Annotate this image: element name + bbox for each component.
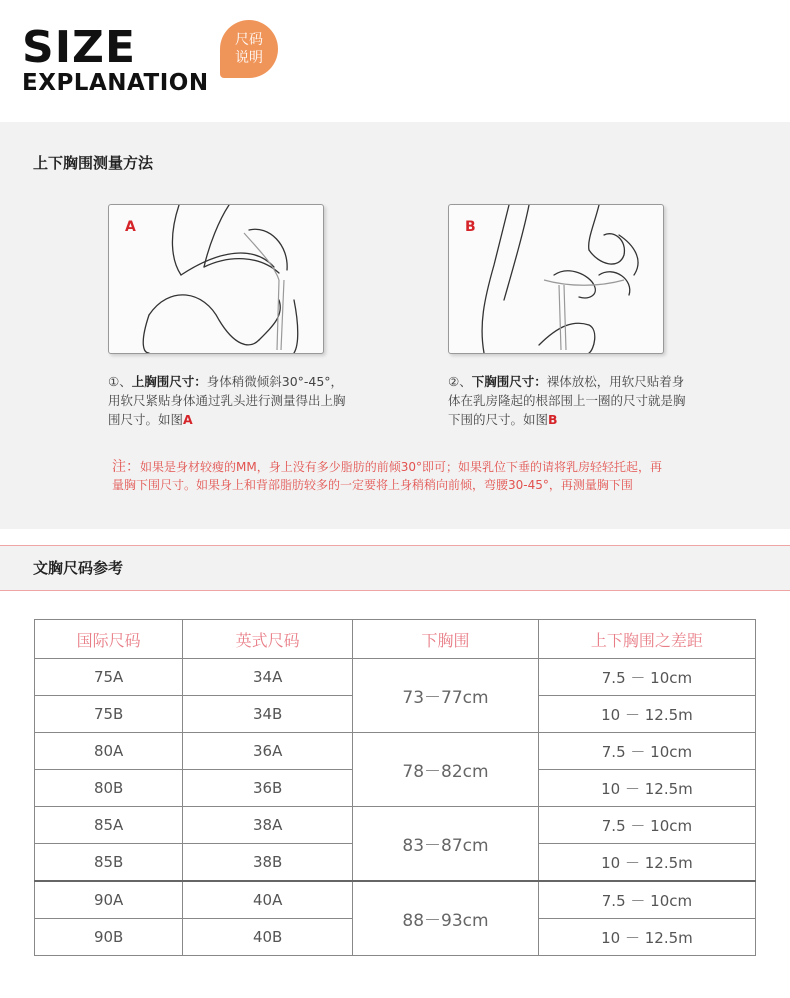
title-explanation: EXPLANATION: [22, 70, 209, 96]
desc-b-text: 裸体放松，用软尺贴着身体在乳房隆起的根部围上一圈的尺寸就是胸下围的尺寸。如图: [448, 374, 686, 427]
cell-diff: 10 － 12.5m: [538, 919, 755, 956]
size-table: [34, 619, 756, 956]
cell-uk: 40A: [183, 881, 353, 919]
table-row: [35, 881, 756, 919]
desc-b-ref: B: [548, 412, 558, 427]
cell-diff: 10 － 12.5m: [538, 844, 755, 882]
illustration-a: [108, 204, 324, 354]
title-size: SIZE: [22, 22, 137, 73]
cell-uk: 38A: [183, 807, 353, 844]
reference-header-bar: [0, 546, 790, 590]
cell-uk: 38B: [183, 844, 353, 882]
cell-diff: 7.5 － 10cm: [538, 733, 755, 770]
header-difference: 上下胸围之差距: [538, 620, 755, 659]
cell-uk: 34B: [183, 696, 353, 733]
cell-uk: 36A: [183, 733, 353, 770]
reference-title: 文胸尺码参考: [33, 559, 124, 577]
cell-uk: 36B: [183, 770, 353, 807]
desc-b-label: 下胸围尺寸：: [471, 374, 547, 389]
cell-underbust: 88－93cm: [353, 881, 539, 956]
cell-diff: 7.5 － 10cm: [538, 659, 755, 696]
cell-intl: 80A: [35, 733, 183, 770]
cell-underbust: 83－87cm: [353, 807, 539, 882]
cell-intl: 80B: [35, 770, 183, 807]
cell-intl: 75B: [35, 696, 183, 733]
cell-underbust: 73－77cm: [353, 659, 539, 733]
desc-b-prefix: ②、: [448, 374, 472, 389]
desc-a-prefix: ①、: [108, 374, 132, 389]
badge-line2: 说明: [235, 50, 263, 66]
note-text: 如果是身材较瘦的MM，身上没有多少脂肪的前倾30°即可；如果乳位下垂的请将乳房轻轻托起，再量胸下围尺寸。如果身上和背部脂肪较多的一定要将上身稍稍向前倾，弯腰30-45°，再测量胸下围: [112, 460, 662, 492]
table-row: [35, 733, 756, 770]
table-row: [35, 807, 756, 844]
cell-diff: 7.5 － 10cm: [538, 807, 755, 844]
upper-bust-description: [108, 372, 348, 429]
desc-a-ref: A: [183, 412, 193, 427]
desc-a-text: 身体稍微倾斜30°-45°，用软尺紧贴身体通过乳头进行测量得出上胸围尺寸。如图: [108, 374, 346, 427]
cell-underbust: 78－82cm: [353, 733, 539, 807]
cell-diff: 7.5 － 10cm: [538, 881, 755, 919]
illustration-a-tag: A: [125, 219, 136, 235]
under-bust-illustration: [449, 205, 663, 353]
measurement-title: 上下胸围测量方法: [33, 154, 154, 172]
cell-intl: 85B: [35, 844, 183, 882]
cell-diff: 10 － 12.5m: [538, 696, 755, 733]
badge-line1: 尺码: [235, 32, 263, 48]
measurement-section: [0, 122, 790, 529]
cell-intl: 90A: [35, 881, 183, 919]
cell-diff: 10 － 12.5m: [538, 770, 755, 807]
cell-intl: 90B: [35, 919, 183, 956]
illustration-b-tag: B: [465, 219, 476, 235]
under-bust-description: [448, 372, 688, 429]
size-explanation-badge: [220, 20, 278, 78]
cell-intl: 75A: [35, 659, 183, 696]
cell-uk: 40B: [183, 919, 353, 956]
upper-bust-illustration: [109, 205, 323, 353]
header-uk-size: 英式尺码: [183, 620, 353, 659]
header-intl-size: 国际尺码: [35, 620, 183, 659]
illustration-b: [448, 204, 664, 354]
note-label: 注：: [112, 459, 140, 475]
header-underbust: 下胸围: [353, 620, 539, 659]
cell-intl: 85A: [35, 807, 183, 844]
measurement-note: [112, 458, 672, 494]
table-header-row: [35, 620, 756, 659]
divider-bottom: [0, 590, 790, 591]
table-row: [35, 659, 756, 696]
cell-uk: 34A: [183, 659, 353, 696]
page-header: [0, 0, 790, 120]
desc-a-label: 上胸围尺寸：: [131, 374, 207, 389]
